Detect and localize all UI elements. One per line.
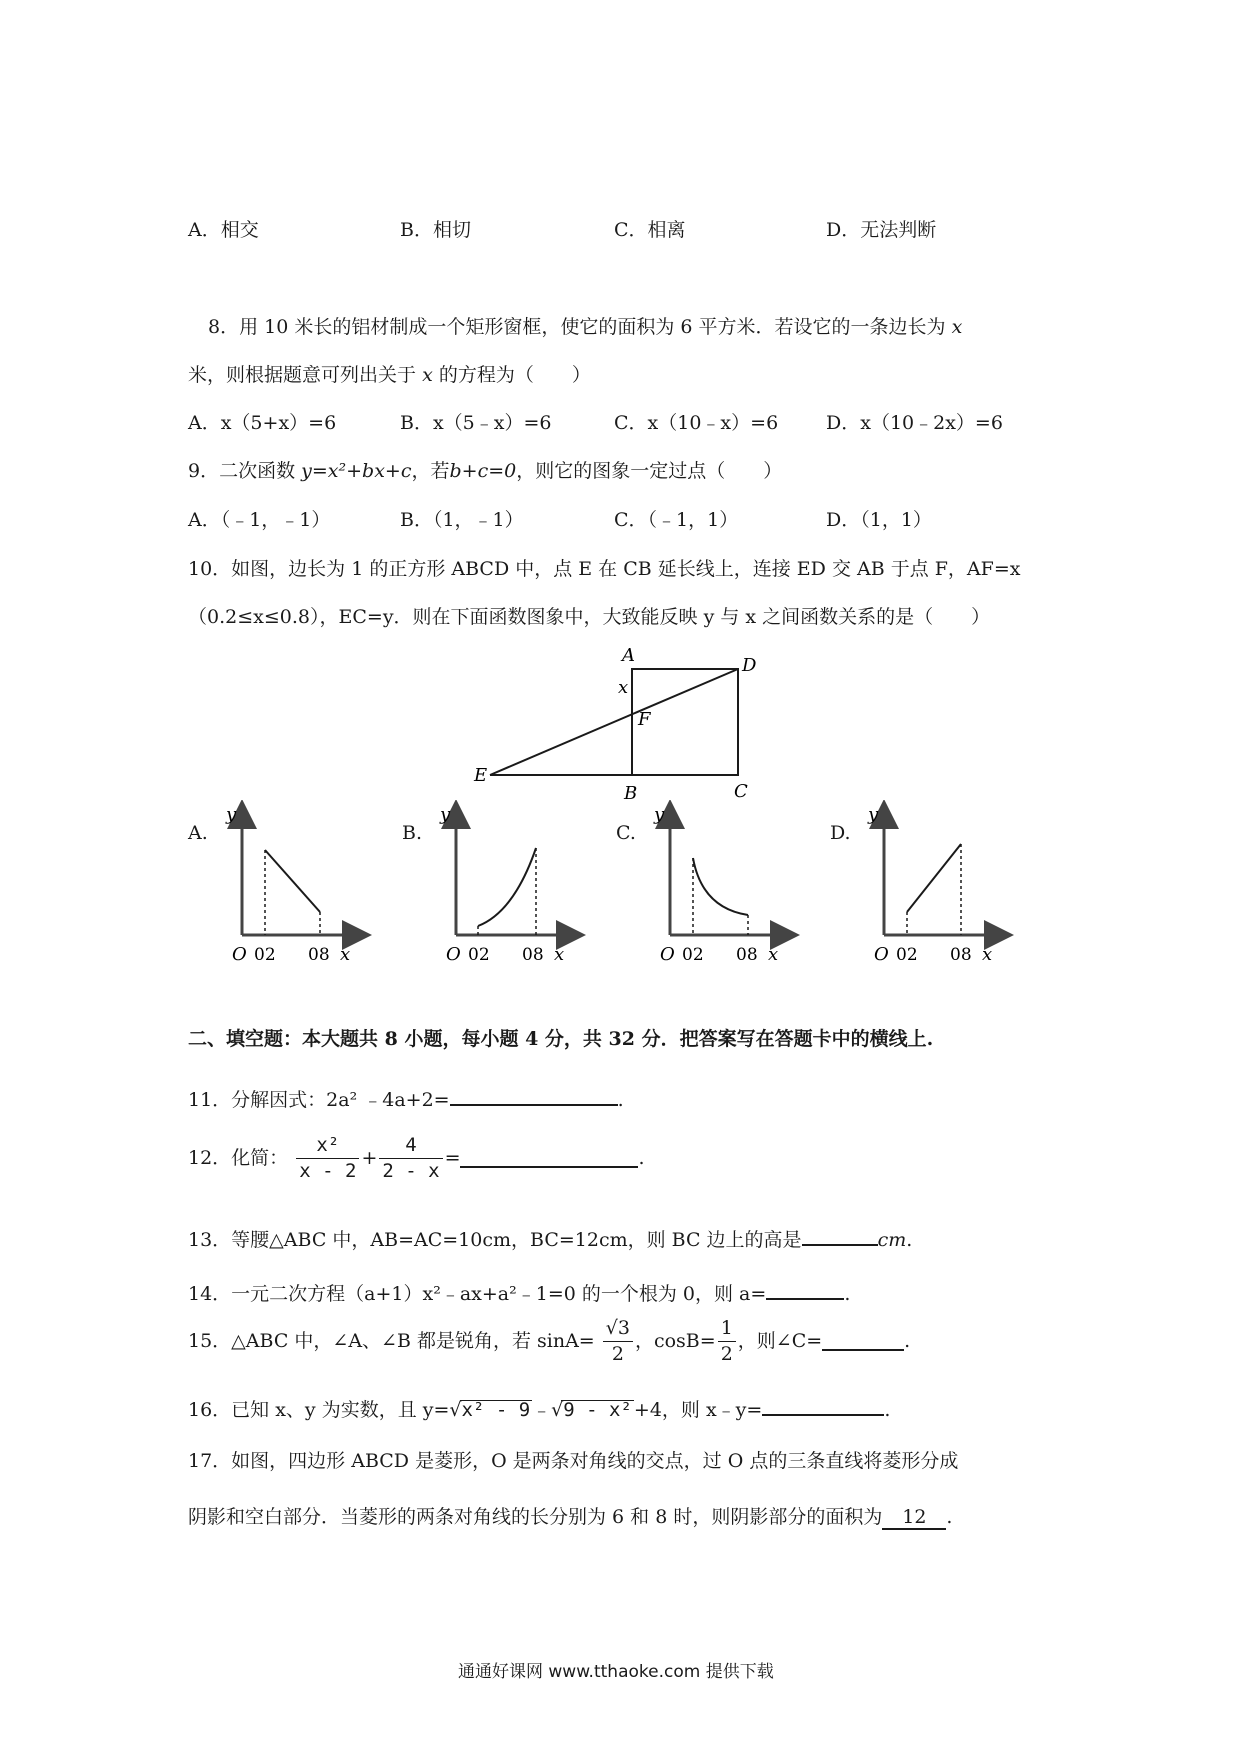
q15-text: 15．△ABC 中，∠A、∠B 都是锐角，若 sinA= bbox=[188, 1329, 595, 1352]
graph-a-origin: O bbox=[232, 944, 247, 965]
q15-cos-fraction bbox=[718, 1318, 736, 1365]
q16-minus: ﹣ bbox=[532, 1399, 552, 1421]
q8-option-b: B．x（5﹣x）=6 bbox=[400, 412, 552, 434]
graph-a-y: y bbox=[226, 804, 237, 825]
graph-b bbox=[436, 800, 586, 970]
q8-option-c: C．x（10﹣x）=6 bbox=[614, 412, 779, 434]
q13 bbox=[188, 1226, 912, 1250]
graph-b-curve bbox=[478, 848, 536, 926]
label-c: C bbox=[734, 781, 748, 802]
q12-answer-blank[interactable] bbox=[460, 1148, 638, 1168]
graph-d-curve bbox=[907, 844, 961, 912]
q10-square-figure bbox=[470, 645, 770, 805]
q15-sin-numerator: √3 bbox=[603, 1318, 633, 1342]
q9-option-c: C．（﹣1，1） bbox=[614, 509, 739, 531]
q15-sin-denominator: 2 bbox=[611, 1342, 624, 1365]
q7-option-d: D．无法判断 bbox=[826, 219, 937, 241]
graph-d-x: x bbox=[982, 944, 993, 965]
graph-b-y: y bbox=[440, 804, 451, 825]
q15-answer-blank[interactable] bbox=[822, 1331, 904, 1351]
q16-answer-blank[interactable] bbox=[762, 1396, 884, 1416]
q13-unit: cm bbox=[877, 1229, 907, 1251]
q8-stem-line2 bbox=[188, 366, 591, 385]
q8-stem-text: 8．用 10 米长的铝材制成一个矩形窗框，使它的面积为 6 平方米．若设它的一条边长为 bbox=[208, 316, 946, 338]
label-d: D bbox=[742, 655, 757, 676]
graph-c-tick2: 08 bbox=[736, 945, 758, 965]
q16 bbox=[188, 1396, 890, 1420]
q11-text: 11．分解因式：2a² ﹣4a+2= bbox=[188, 1089, 450, 1111]
q16-period: . bbox=[884, 1399, 891, 1421]
q9-function: y=x²+bx+c bbox=[301, 460, 412, 482]
page-footer: 通通好课网 www.tthaoke.com 提供下载 bbox=[458, 1662, 774, 1682]
q9-stem-b: ，若 bbox=[411, 460, 450, 482]
q15-mid: ，cosB= bbox=[634, 1329, 716, 1352]
q9-option-a: A．（﹣1，﹣1） bbox=[188, 509, 331, 531]
q10-stem-line2: （0.2≤x≤0.8），EC=y．则在下面函数图象中，大致能反映 y 与 x 之间函数关系的是（ ） bbox=[188, 606, 991, 628]
q16-radicand-1: x² - 9 bbox=[461, 1399, 531, 1421]
q8-variable: x bbox=[951, 316, 963, 338]
q12-plus: + bbox=[361, 1146, 378, 1169]
graph-a-tick2: 08 bbox=[308, 945, 330, 965]
q7-option-a: A．相交 bbox=[188, 219, 259, 241]
q15-sin-fraction bbox=[603, 1318, 633, 1365]
section-2-title: 二、填空题：本大题共 8 小题，每小题 4 分，共 32 分．把答案写在答题卡中的横线上. bbox=[188, 1028, 934, 1050]
q10-option-letter-b: B. bbox=[402, 822, 423, 844]
q10-option-letter-c: C. bbox=[616, 822, 636, 844]
q14-answer-blank[interactable] bbox=[766, 1280, 844, 1300]
label-f: F bbox=[638, 709, 651, 730]
q14-period: . bbox=[844, 1283, 851, 1305]
label-a: A bbox=[622, 645, 635, 666]
graph-d-y: y bbox=[868, 804, 879, 825]
label-x: x bbox=[618, 677, 629, 698]
q9-option-d: D．（1，1） bbox=[826, 509, 932, 531]
q8-stem-line1 bbox=[208, 318, 962, 337]
q13-period: . bbox=[906, 1229, 913, 1251]
q17-answer: 12 bbox=[902, 1506, 927, 1528]
q10-option-letter-d: D. bbox=[830, 822, 851, 844]
q8-variable2: x bbox=[422, 364, 433, 386]
q16-tail: +4，则 x﹣y= bbox=[633, 1399, 763, 1421]
line-ed bbox=[490, 669, 738, 775]
graph-a bbox=[222, 800, 372, 970]
q11-period: . bbox=[617, 1089, 624, 1111]
q12-frac1-denominator: x - 2 bbox=[299, 1159, 357, 1182]
q17-line2 bbox=[188, 1508, 952, 1530]
q9-stem-a: 9．二次函数 bbox=[188, 460, 296, 482]
q8-stem-text2: 米，则根据题意可列出关于 bbox=[188, 364, 417, 386]
q12-equals: = bbox=[444, 1146, 461, 1169]
graph-b-tick2: 08 bbox=[522, 945, 544, 965]
q16-radical-1: √x² - 9 bbox=[449, 1399, 531, 1421]
label-b: B bbox=[624, 783, 638, 804]
q12 bbox=[188, 1135, 645, 1182]
graph-d bbox=[864, 800, 1014, 970]
q15 bbox=[188, 1318, 910, 1365]
graph-a-x: x bbox=[340, 944, 351, 965]
graph-a-tick1: 02 bbox=[254, 945, 276, 965]
label-e: E bbox=[474, 765, 488, 786]
q17-period: . bbox=[946, 1506, 953, 1528]
q10-option-letter-a: A. bbox=[188, 822, 208, 844]
q15-cos-denominator: 2 bbox=[720, 1342, 733, 1365]
graph-c-origin: O bbox=[660, 944, 675, 965]
graph-c-y: y bbox=[654, 804, 665, 825]
q11-answer-blank[interactable] bbox=[450, 1086, 618, 1106]
q12-fraction-2 bbox=[379, 1135, 442, 1182]
q16-text: 16．已知 x、y 为实数，且 y= bbox=[188, 1399, 450, 1421]
q16-radical-2: √9 - x² bbox=[551, 1399, 632, 1421]
q13-text: 13．等腰△ABC 中，AB=AC=10cm，BC=12cm，则 BC 边上的高是 bbox=[188, 1229, 802, 1251]
graph-a-curve bbox=[265, 850, 320, 912]
q7-option-b: B．相切 bbox=[400, 219, 471, 241]
q15-cos-numerator: 1 bbox=[718, 1318, 736, 1342]
q7-option-c: C．相离 bbox=[614, 219, 686, 241]
q13-answer-blank[interactable] bbox=[802, 1226, 878, 1246]
q8-option-d: D．x（10﹣2x）=6 bbox=[826, 412, 1003, 434]
q10-stem-line1: 10．如图，边长为 1 的正方形 ABCD 中，点 E 在 CB 延长线上，连接 ED 交 AB 于点 F，AF=x bbox=[188, 558, 1021, 580]
q9-option-b: B．（1，﹣1） bbox=[400, 509, 524, 531]
q11 bbox=[188, 1086, 624, 1110]
q12-fraction-1 bbox=[296, 1135, 359, 1182]
q12-frac2-numerator: 4 bbox=[379, 1135, 442, 1159]
graph-c-curve bbox=[693, 858, 748, 915]
q12-frac1-numerator: x² bbox=[296, 1135, 359, 1159]
q12-text: 12．化简： bbox=[188, 1146, 289, 1169]
q15-end: ，则∠C= bbox=[737, 1329, 823, 1352]
graph-c-x: x bbox=[768, 944, 779, 965]
q16-radicand-2: 9 - x² bbox=[563, 1399, 632, 1421]
q9-condition: b+c=0 bbox=[449, 460, 517, 482]
graph-d-tick1: 02 bbox=[896, 945, 918, 965]
q12-frac2-denominator: 2 - x bbox=[382, 1159, 440, 1182]
q12-period: . bbox=[638, 1146, 645, 1169]
q14 bbox=[188, 1280, 850, 1304]
q15-period: . bbox=[904, 1329, 911, 1352]
graph-b-x: x bbox=[554, 944, 565, 965]
q8-stem-text3: 的方程为（ ） bbox=[438, 364, 591, 386]
graph-d-origin: O bbox=[874, 944, 889, 965]
q9-stem-c: ，则它的图象一定过点（ ） bbox=[516, 460, 783, 482]
q14-text: 14．一元二次方程（a+1）x²﹣ax+a²﹣1=0 的一个根为 0，则 a= bbox=[188, 1283, 767, 1305]
q17-line1: 17．如图，四边形 ABCD 是菱形，O 是两条对角线的交点，过 O 点的三条直线将菱形分成 bbox=[188, 1450, 959, 1472]
graph-b-origin: O bbox=[446, 944, 461, 965]
graph-b-tick1: 02 bbox=[468, 945, 490, 965]
graph-d-tick2: 08 bbox=[950, 945, 972, 965]
q8-option-a: A．x（5+x）=6 bbox=[188, 412, 337, 434]
graph-c-tick1: 02 bbox=[682, 945, 704, 965]
q9-stem bbox=[188, 462, 782, 481]
graph-c bbox=[650, 800, 800, 970]
q17-answer-blank[interactable] bbox=[882, 1508, 946, 1530]
q17-text: 阴影和空白部分．当菱形的两条对角线的长分别为 6 和 8 时，则阴影部分的面积为 bbox=[188, 1506, 883, 1528]
